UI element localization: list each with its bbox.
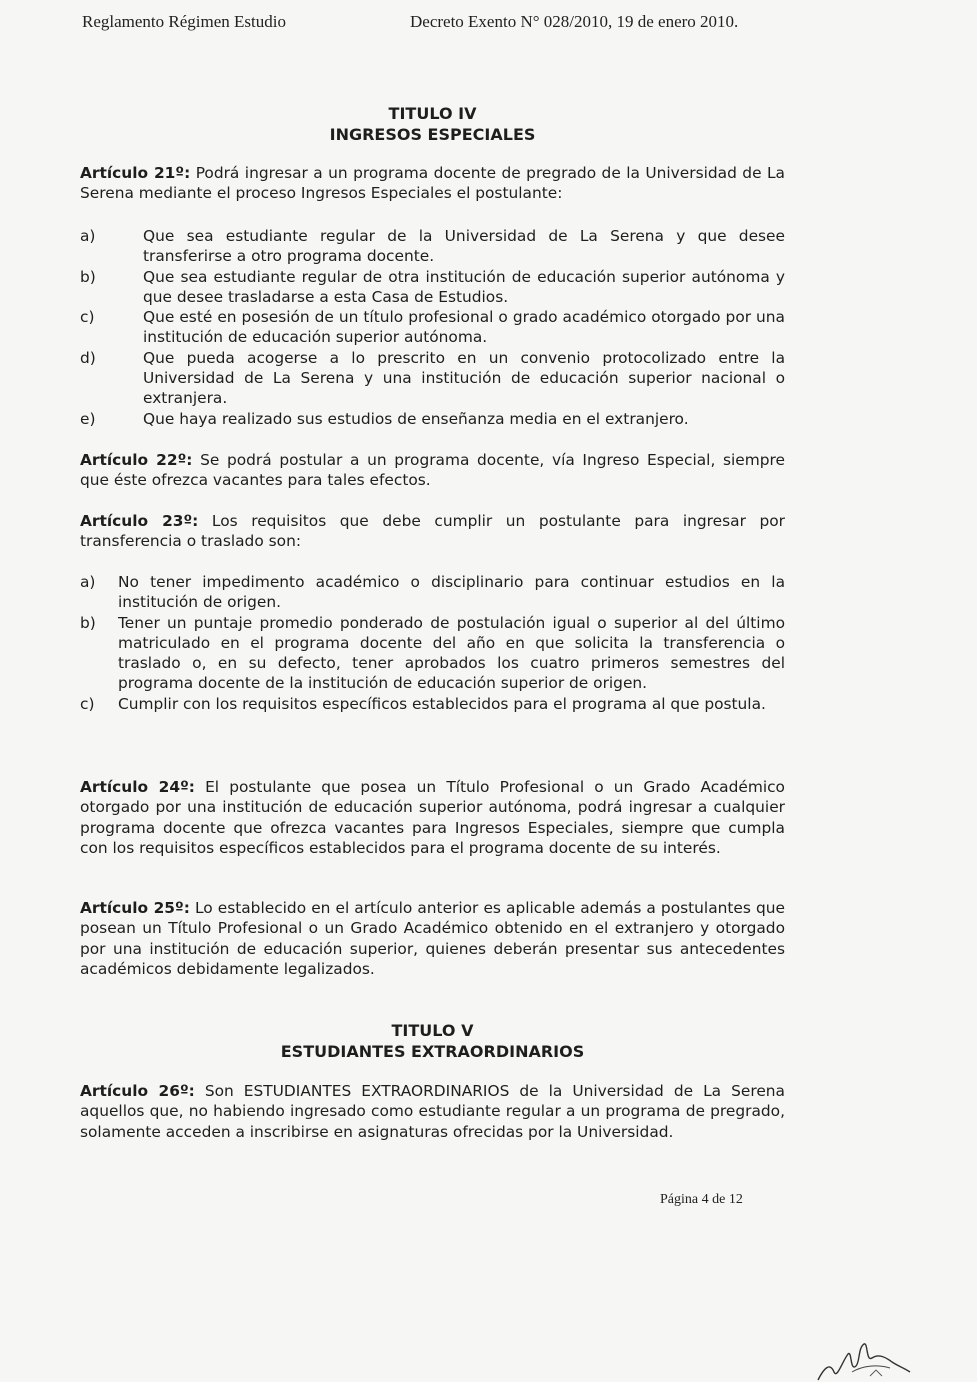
article-text: Se podrá postular a un programa docente, vía Ingreso Especial, siempre que éste ofrezca vacantes para tales efectos. xyxy=(80,451,785,490)
title-line-1: TITULO V xyxy=(391,1021,474,1040)
list-item-text: Que haya realizado sus estudios de enseñanza media en el extranjero. xyxy=(143,409,689,428)
article-label: Artículo 26º: xyxy=(80,1082,195,1100)
header-right: Decreto Exento N° 028/2010, 19 de enero 2010. xyxy=(410,12,739,31)
list-marker: d) xyxy=(80,348,96,367)
article-21 xyxy=(80,163,785,204)
list-item-text: Cumplir con los requisitos específicos establecidos para el programa al que postula. xyxy=(118,694,766,713)
list-item-text: Tener un puntaje promedio ponderado de postulación igual o superior al del último matriculado en el programa docente del año en que solicita la transferencia o traslado o, en su defecto, tener aprobados los cuatro primeros semestres del programa docente de la institución de educación superior de origen. xyxy=(118,613,785,693)
section-title-iv xyxy=(80,103,785,145)
list-item xyxy=(80,226,785,267)
article-label: Artículo 22º: xyxy=(80,451,193,469)
signature-mark xyxy=(812,1332,912,1382)
list-item xyxy=(80,409,785,429)
list-marker: b) xyxy=(80,613,96,632)
article-text: Lo establecido en el artículo anterior es aplicable además a postulantes que posean un Título Profesional o un Grado Académico obtenido en el extranjero y otorgado por una institución de educación superior, quienes deberán presentar sus antecedentes académicos debidamente legalizados. xyxy=(80,899,785,978)
article-text: Podrá ingresar a un programa docente de pregrado de la Universidad de La Serena mediante el proceso Ingresos Especiales el postulante: xyxy=(80,164,785,203)
article-text: Son ESTUDIANTES EXTRAORDINARIOS de la Universidad de La Serena aquellos que, no habiendo ingresado como estudiante regular a un programa de pregrado, solamente acceden a inscribirse en asignaturas ofrecidas por la Universidad. xyxy=(80,1082,785,1141)
list-marker: e) xyxy=(80,409,96,428)
article-label: Artículo 21º: xyxy=(80,164,191,182)
article-label: Artículo 25º: xyxy=(80,899,190,917)
list-marker: c) xyxy=(80,694,95,713)
list-marker: b) xyxy=(80,267,96,286)
list-marker: a) xyxy=(80,573,96,591)
title-line-2: INGRESOS ESPECIALES xyxy=(329,125,536,144)
article-text: El postulante que posea un Título Profesional o un Grado Académico otorgado por una institución de educación superior autónoma, podrá ingresar a cualquier programa docente que ofrezca vacantes para Ingresos Especiales, siempre que cumpla con los requisitos específicos establecidos para el programa docente de su interés. xyxy=(80,778,785,857)
title-line-1: TITULO IV xyxy=(388,104,477,123)
article-label: Artículo 23º: xyxy=(80,512,199,530)
article-text: Los requisitos que debe cumplir un postulante para ingresar por transferencia o traslado son: xyxy=(80,512,785,551)
list-item xyxy=(80,348,785,409)
section-title-v xyxy=(80,1020,785,1062)
list-item-text: Que pueda acogerse a lo prescrito en un convenio protocolizado entre la Universidad de La Serena y una institución de educación superior nacional o extranjera. xyxy=(143,348,785,408)
list-item-text: Que sea estudiante regular de otra institución de educación superior autónoma y que desee trasladarse a esta Casa de Estudios. xyxy=(143,267,785,306)
article-23-list xyxy=(80,572,785,714)
article-25 xyxy=(80,898,785,979)
list-item-text: Que sea estudiante regular de la Universidad de La Serena y que desee transferirse a otro programa docente. xyxy=(143,227,785,266)
article-24 xyxy=(80,777,785,858)
list-item-text: No tener impedimento académico o disciplinario para continuar estudios en la institución de origen. xyxy=(118,573,785,612)
list-marker: c) xyxy=(80,308,95,327)
article-21-list xyxy=(80,226,785,429)
article-26 xyxy=(80,1081,785,1142)
list-item xyxy=(80,694,785,714)
list-item xyxy=(80,613,785,694)
page-number: Página 4 de 12 xyxy=(660,1192,743,1207)
list-item xyxy=(80,267,785,308)
title-line-2: ESTUDIANTES EXTRAORDINARIOS xyxy=(280,1042,585,1061)
list-item xyxy=(80,307,785,348)
article-22 xyxy=(80,450,785,491)
article-23 xyxy=(80,511,785,552)
list-marker: a) xyxy=(80,227,96,245)
header-left: Reglamento Régimen Estudio xyxy=(82,12,286,31)
list-item xyxy=(80,572,785,613)
article-label: Artículo 24º: xyxy=(80,778,195,796)
list-item-text: Que esté en posesión de un título profesional o grado académico otorgado por una institución de educación superior autónoma. xyxy=(143,308,785,347)
